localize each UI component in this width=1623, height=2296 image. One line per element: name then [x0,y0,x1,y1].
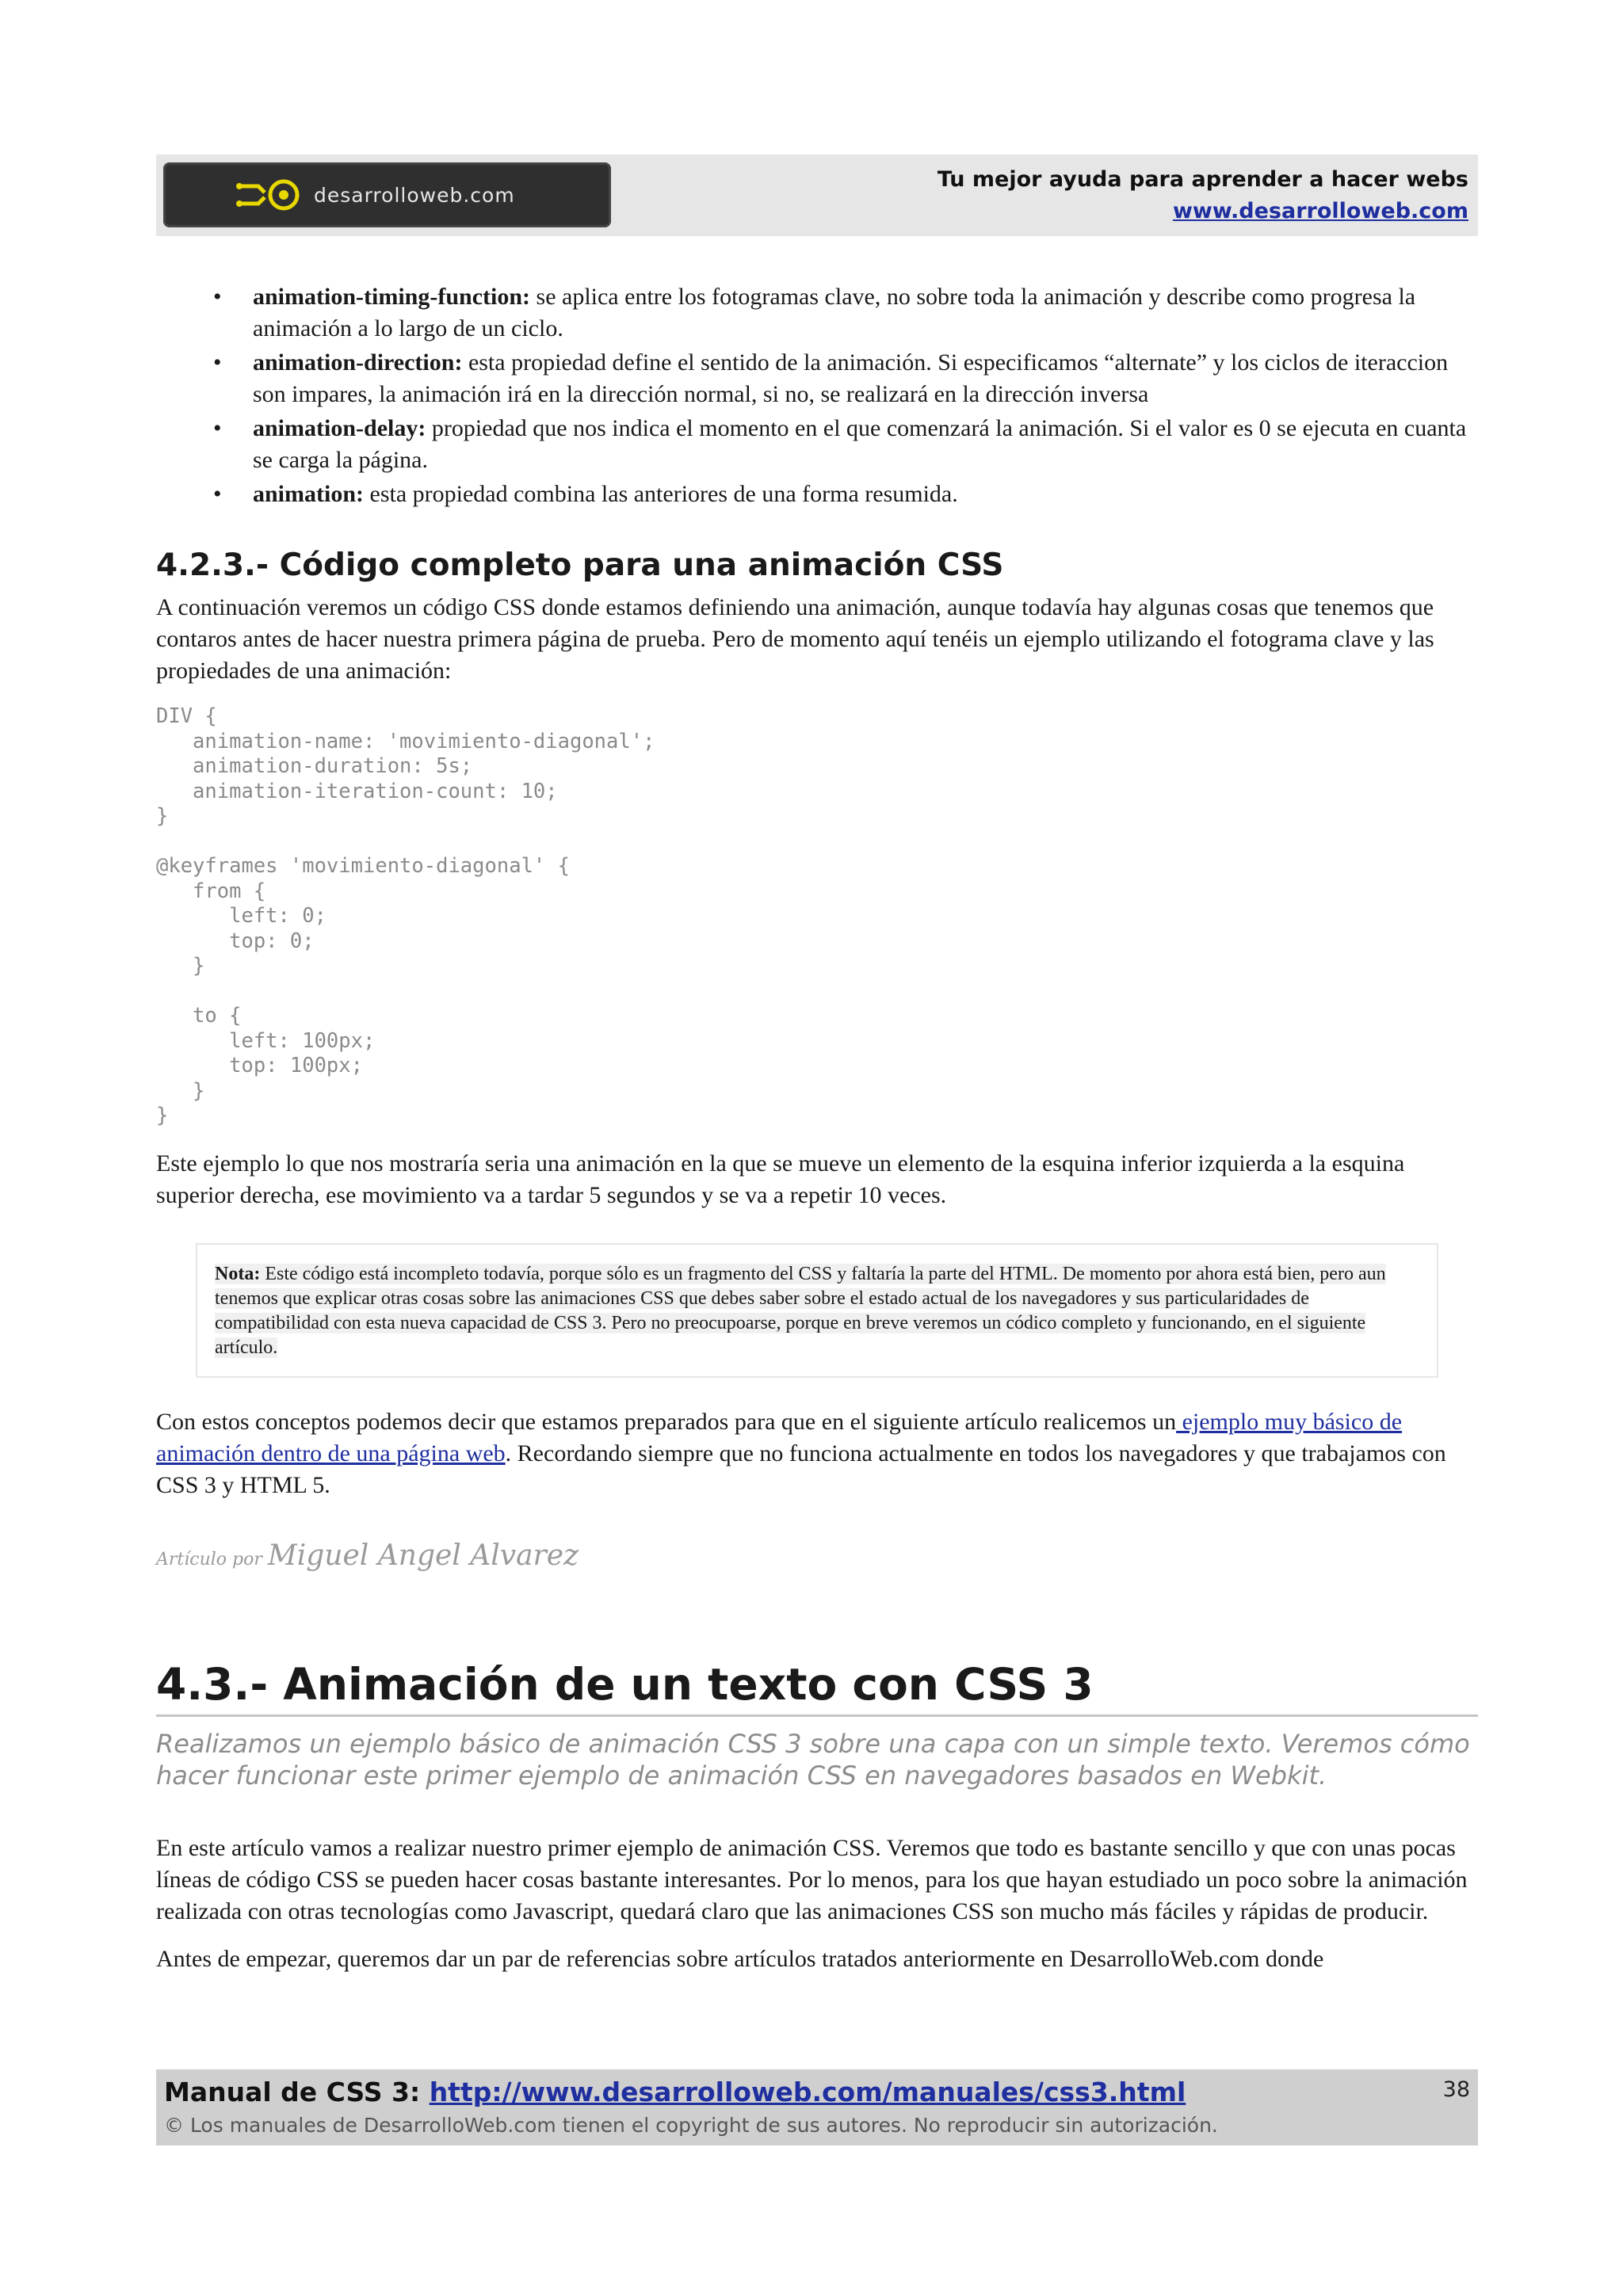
logo-text: desarrolloweb.com [314,183,515,207]
note-label: Nota: [215,1263,261,1284]
section-heading: 4.2.3.- Código completo para una animación CSS [156,547,1004,583]
section-intro: A continuación veremos un código CSS donde estamos definiendo una animación, aunque todavía hay algunas cosas que tenemos que contaros antes de hacer nuestra primera página de prueba. Pero de momento aquí tenéis un ejemplo utilizando el fotograma clave y las propiedades de una animación: [156,594,1434,684]
main-content [156,281,1478,1975]
list-item [253,281,1478,345]
header-tagline-block [938,164,1468,227]
footer-manual-link[interactable]: http://www.desarrolloweb.com/manuales/css3.html [429,2077,1186,2107]
list-item [253,479,1478,510]
chapter-paragraph: Antes de empezar, queremos dar un par de referencias sobre artículos tratados anteriormente en DesarrolloWeb.com donde [156,1945,1324,1972]
footer-copyright: © Los manuales de DesarrolloWeb.com tienen el copyright de sus autores. No reproducir sin autorización. [164,2114,1218,2137]
site-logo[interactable] [163,162,611,227]
property-description: propiedad que nos indica el momento en el que comenzará la animación. Si el valor es 0 se ejecuta en cuanta se carga la página. [253,415,1467,473]
header-site-link[interactable]: www.desarrolloweb.com [1172,199,1468,223]
author-credit [156,1539,1478,1572]
property-name: animation-delay: [253,415,426,441]
section-explanation: Este ejemplo lo que nos mostraría seria una animación en la que se mueve un elemento de la esquina inferior izquierda a la esquina superior derecha, ese movimiento va a tardar 5 segundos y se va a repetir 10 veces. [156,1150,1405,1208]
page-number: 38 [1442,2077,1470,2102]
property-description: esta propiedad combina las anteriores de una forma resumida. [364,481,958,507]
chapter-paragraph: En este artículo vamos a realizar nuestro primer ejemplo de animación CSS. Veremos que todo es bastante sencillo y que con unas pocas líneas de código CSS se pueden hacer cosas bastante interesantes. Por lo menos, para los que hayan estudiado un poco sobre la animación realizada con otras tecnologías como Javascript, quedará claro que las animaciones CSS son mucho más fáciles y rápidas de producir. [156,1834,1468,1924]
list-item [253,413,1478,476]
note-box [196,1243,1438,1378]
list-item [253,347,1478,410]
note-text: Este código está incompleto todavía, porque sólo es un fragmento del CSS y faltaría la parte del HTML. De momento por ahora está bien, pero aun tenemos que explicar otras cosas sobre las animaciones CSS que debes saber sobre el estado actual de los navegadores y sus particularidades de compatibilidad con esta nueva capacidad de CSS 3. Pero no preocupoarse, porque en breve veremos un códico completo y funcionando, en el siguiente artículo. [215,1263,1386,1358]
closing-paragraph [156,1406,1478,1501]
footer-manual-label: Manual de CSS 3: [164,2077,430,2107]
page-footer [156,2069,1478,2145]
example-article-link[interactable]: ejemplo muy básico de animación dentro de una página web [156,1408,1403,1466]
property-name: animation-direction: [253,349,463,376]
author-name: Miguel Angel Alvarez [267,1539,579,1572]
closing-text-before: Con estos conceptos podemos decir que estamos preparados para que en el siguiente artículo realicemos un [156,1408,1177,1435]
author-prefix: Artículo por [156,1549,268,1569]
property-list [156,281,1478,510]
header-tagline: Tu mejor ayuda para aprender a hacer webs [937,167,1468,192]
closing-text-after: . Recordando siempre que no funciona actualmente en todos los navegadores y que trabajamos con CSS 3 y HTML 5. [156,1440,1446,1498]
footer-manual-title [164,2076,1186,2109]
chapter-heading: 4.3.- Animación de un texto con CSS 3 [156,1659,1478,1717]
page-header [156,154,1478,236]
logo-icon [235,175,306,215]
property-name: animation: [253,481,365,507]
chapter-summary: Realizamos un ejemplo básico de animación CSS 3 sobre una capa con un simple texto. Veremos cómo hacer funcionar este primer ejemplo de animación CSS en navegadores basados en Webkit. [156,1728,1470,1791]
code-block: DIV { animation-name: 'movimiento-diagonal'; animation-duration: 5s; animation-iteration-count: 10; } @keyframes 'movimiento-diagonal' { from { left: 0; top: 0; } to { left: 100px; top: 100px; } } [156,704,655,1127]
property-name: animation-timing-function: [253,284,531,310]
property-description: se aplica entre los fotogramas clave, no sobre toda la animación y describe como progresa la animación a lo largo de un ciclo. [253,284,1416,341]
property-description: esta propiedad define el sentido de la animación. Si especificamos “alternate” y los ciclos de iteraccion son impares, la animación irá en la dirección normal, si no, se realizará en la dirección inversa [253,349,1449,407]
